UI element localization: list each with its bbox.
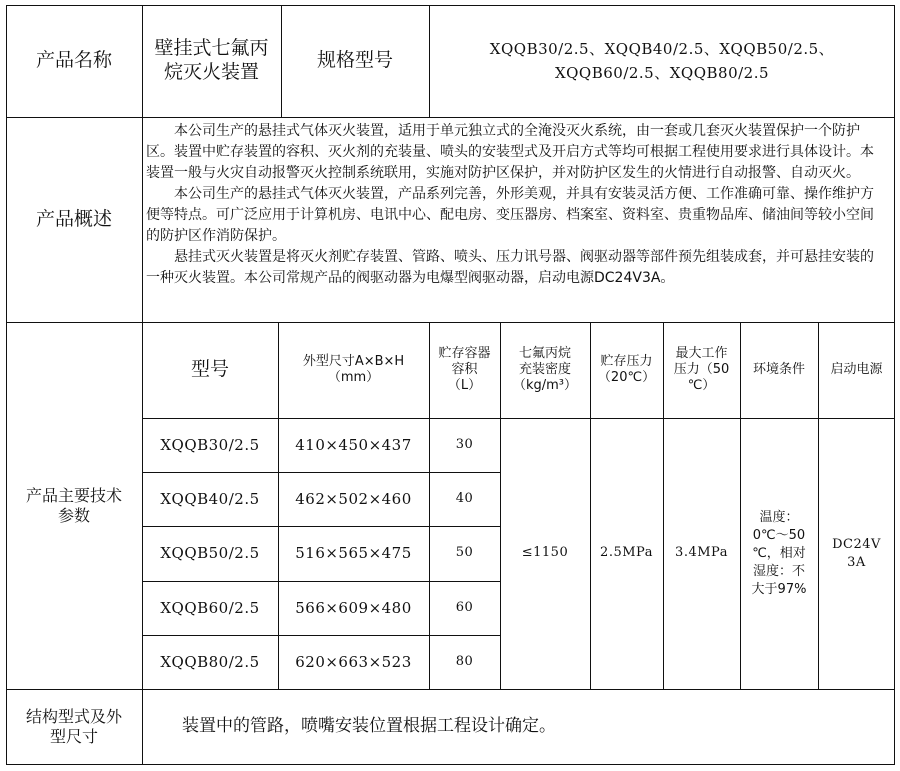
row-size: 516×565×475 [295, 544, 412, 563]
col-header-max-pressure: 最大工作 压力（50 ℃） [673, 345, 730, 394]
col-header-model: 型号 [190, 358, 229, 381]
row-model: XQQB60/2.5 [160, 598, 260, 617]
overview-paragraph: 悬挂式灭火装置是将灭火剂贮存装置、管路、喷头、压力讯号器、阀驱动器等部件预先组装成套，并可悬挂安装的一种灭火装置。本公司常规产品的阀驱动器为电爆型阀驱动器，启动电源DC24V3A。 [146, 249, 874, 286]
col-header-density: 七氟丙烷 充装密度 （kg/m³） [512, 345, 578, 394]
row-volume: 30 [455, 436, 474, 452]
spec-sheet-table [6, 5, 895, 765]
structure-label: 结构型式及外 型尺寸 [25, 707, 122, 746]
density-value: ≤1150 [521, 545, 569, 561]
model-label: 规格型号 [316, 49, 393, 72]
row-model: XQQB50/2.5 [160, 544, 260, 563]
row-model: XQQB80/2.5 [160, 652, 260, 671]
col-header-size: 外型尺寸A×B×H （mm） [302, 353, 405, 385]
storage-pressure-value: 2.5MPa [600, 545, 653, 561]
col-header-volume: 贮存容器 容积 （L） [438, 345, 491, 394]
row-volume: 80 [455, 653, 474, 669]
row-size: 620×663×523 [295, 652, 412, 671]
specs-label: 产品主要技术 参数 [25, 485, 122, 525]
row-model: XQQB30/2.5 [160, 435, 260, 454]
overview-paragraph: 本公司生产的悬挂式气体灭火装置，产品系列完善，外形美观，并具有安装灵活方便、工作准确可靠、操作维护方便等特点。可广泛应用于计算机房、电讯中心、配电房、变压器房、档案室、资料室、贵重物品库、储油间等较小空间的防护区作消防保护。 [146, 186, 874, 244]
max-pressure-value: 3.4MPa [675, 545, 728, 561]
col-header-storage-pressure: 贮存压力 （20℃） [597, 353, 656, 385]
structure-text: 装置中的管路，喷嘴安装位置根据工程设计确定。 [182, 716, 556, 737]
row-size: 462×502×460 [295, 489, 412, 508]
overview-paragraph: 本公司生产的悬挂式气体灭火装置，适用于单元独立式的全淹没灭火系统，由一套或几套灭火装置保护一个防护区。装置中贮存装置的容积、灭火剂的充装量、喷头的安装型式及开启方式等均可根据工程使用要求进行具体设计。本装置一般与火灾自动报警灭火控制系统联用，实施对防护区保护，并对防护区发生的火情进行自动报警、自动灭火。 [146, 123, 874, 181]
col-header-environment: 环境条件 [752, 361, 805, 377]
overview-text [142, 119, 890, 289]
overview-label: 产品概述 [35, 207, 112, 230]
row-volume: 50 [455, 545, 474, 561]
power-value: DC24V 3A [832, 536, 881, 570]
col-header-power: 启动电源 [830, 361, 883, 377]
row-size: 410×450×437 [295, 435, 412, 454]
product-name-value: 壁挂式七氟丙 烷灭火装置 [154, 37, 269, 83]
row-volume: 40 [455, 490, 474, 506]
row-volume: 60 [455, 599, 474, 615]
row-size: 566×609×480 [295, 598, 412, 617]
product-name-label: 产品名称 [35, 49, 112, 72]
model-values: XQQB30/2.5、XQQB40/2.5、XQQB50/2.5、 XQQB60/2.5、XQQB80/2.5 [489, 40, 835, 82]
row-model: XQQB40/2.5 [160, 489, 260, 508]
environment-value: 温度： 0℃～50 ℃，相对 湿度：不 大于97% [751, 509, 807, 597]
